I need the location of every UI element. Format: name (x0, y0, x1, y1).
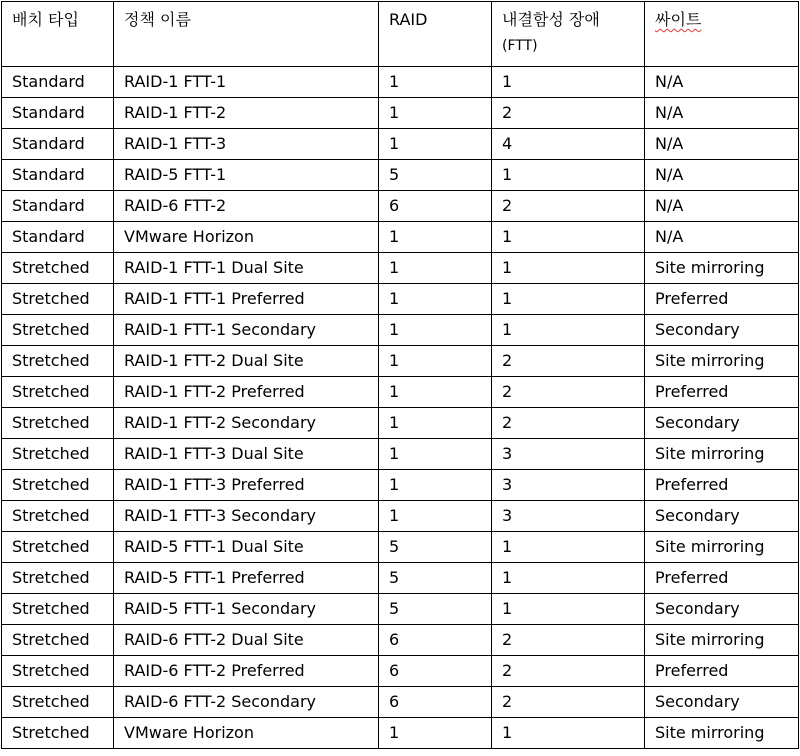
cell-raid: 1 (379, 222, 492, 253)
cell-ftt: 2 (492, 408, 645, 439)
table-row (2, 315, 799, 346)
table-row (2, 625, 799, 656)
cell-site: N/A (645, 160, 799, 191)
cell-deploy-type: Stretched (2, 253, 114, 284)
cell-policy-name: RAID-6 FTT-2 (114, 191, 379, 222)
cell-site: Preferred (645, 470, 799, 501)
cell-site: Preferred (645, 377, 799, 408)
cell-deploy-type: Stretched (2, 656, 114, 687)
cell-deploy-type: Stretched (2, 377, 114, 408)
cell-ftt: 4 (492, 129, 645, 160)
table-row (2, 98, 799, 129)
cell-raid: 1 (379, 98, 492, 129)
cell-raid: 1 (379, 284, 492, 315)
cell-raid: 6 (379, 687, 492, 718)
cell-raid: 6 (379, 625, 492, 656)
cell-deploy-type: Stretched (2, 625, 114, 656)
table-row (2, 687, 799, 718)
cell-deploy-type: Standard (2, 98, 114, 129)
table-row (2, 470, 799, 501)
cell-site: Site mirroring (645, 532, 799, 563)
header-ftt-label: 내결함성 장애 (502, 10, 600, 29)
cell-deploy-type: Standard (2, 129, 114, 160)
cell-ftt: 2 (492, 377, 645, 408)
header-ftt (492, 2, 645, 67)
table-row (2, 160, 799, 191)
cell-raid: 6 (379, 656, 492, 687)
header-site-label: 싸이트 (655, 10, 702, 29)
cell-site: Secondary (645, 408, 799, 439)
table-row (2, 67, 799, 98)
cell-policy-name: VMware Horizon (114, 222, 379, 253)
table-row (2, 594, 799, 625)
cell-site: N/A (645, 222, 799, 253)
cell-deploy-type: Standard (2, 67, 114, 98)
cell-site: Site mirroring (645, 439, 799, 470)
cell-deploy-type: Stretched (2, 501, 114, 532)
cell-ftt: 2 (492, 687, 645, 718)
cell-policy-name: RAID-6 FTT-2 Secondary (114, 687, 379, 718)
cell-raid: 6 (379, 191, 492, 222)
table-row (2, 284, 799, 315)
cell-site: Secondary (645, 594, 799, 625)
cell-policy-name: RAID-1 FTT-2 Secondary (114, 408, 379, 439)
cell-deploy-type: Stretched (2, 594, 114, 625)
cell-deploy-type: Standard (2, 222, 114, 253)
cell-raid: 1 (379, 408, 492, 439)
cell-raid: 5 (379, 160, 492, 191)
cell-deploy-type: Stretched (2, 315, 114, 346)
header-policy-name: 정책 이름 (114, 2, 379, 67)
cell-ftt: 1 (492, 532, 645, 563)
cell-raid: 1 (379, 470, 492, 501)
cell-ftt: 2 (492, 625, 645, 656)
cell-deploy-type: Stretched (2, 346, 114, 377)
cell-ftt: 2 (492, 346, 645, 377)
cell-site: Preferred (645, 284, 799, 315)
table-row (2, 222, 799, 253)
table-row (2, 718, 799, 749)
cell-site: Site mirroring (645, 253, 799, 284)
cell-site: Site mirroring (645, 346, 799, 377)
table-header (2, 2, 799, 67)
cell-ftt: 1 (492, 718, 645, 749)
header-deploy-type: 배치 타입 (2, 2, 114, 67)
cell-deploy-type: Stretched (2, 408, 114, 439)
cell-ftt: 1 (492, 284, 645, 315)
table-row (2, 191, 799, 222)
header-ftt-sub: (FTT) (502, 38, 538, 54)
cell-raid: 1 (379, 129, 492, 160)
cell-ftt: 3 (492, 501, 645, 532)
cell-policy-name: RAID-1 FTT-2 Dual Site (114, 346, 379, 377)
cell-raid: 1 (379, 315, 492, 346)
cell-deploy-type: Stretched (2, 563, 114, 594)
cell-policy-name: VMware Horizon (114, 718, 379, 749)
cell-ftt: 3 (492, 470, 645, 501)
cell-raid: 1 (379, 346, 492, 377)
cell-deploy-type: Stretched (2, 687, 114, 718)
table-row (2, 532, 799, 563)
cell-ftt: 1 (492, 315, 645, 346)
cell-site: Secondary (645, 501, 799, 532)
table-row (2, 563, 799, 594)
cell-policy-name: RAID-1 FTT-1 (114, 67, 379, 98)
cell-policy-name: RAID-1 FTT-2 (114, 98, 379, 129)
cell-policy-name: RAID-5 FTT-1 (114, 160, 379, 191)
cell-ftt: 1 (492, 563, 645, 594)
cell-site: Preferred (645, 563, 799, 594)
cell-policy-name: RAID-5 FTT-1 Dual Site (114, 532, 379, 563)
cell-policy-name: RAID-1 FTT-3 (114, 129, 379, 160)
cell-policy-name: RAID-1 FTT-3 Preferred (114, 470, 379, 501)
cell-raid: 1 (379, 718, 492, 749)
cell-deploy-type: Standard (2, 160, 114, 191)
cell-ftt: 1 (492, 67, 645, 98)
header-raid: RAID (379, 2, 492, 67)
cell-deploy-type: Stretched (2, 718, 114, 749)
cell-policy-name: RAID-1 FTT-1 Secondary (114, 315, 379, 346)
cell-raid: 5 (379, 594, 492, 625)
cell-raid: 1 (379, 439, 492, 470)
cell-ftt: 1 (492, 253, 645, 284)
cell-policy-name: RAID-1 FTT-3 Dual Site (114, 439, 379, 470)
cell-ftt: 3 (492, 439, 645, 470)
cell-ftt: 1 (492, 222, 645, 253)
table-row (2, 129, 799, 160)
cell-site: N/A (645, 98, 799, 129)
cell-policy-name: RAID-1 FTT-1 Dual Site (114, 253, 379, 284)
cell-site: N/A (645, 129, 799, 160)
table-row (2, 408, 799, 439)
cell-site: N/A (645, 67, 799, 98)
cell-site: Site mirroring (645, 625, 799, 656)
cell-policy-name: RAID-6 FTT-2 Dual Site (114, 625, 379, 656)
cell-site: N/A (645, 191, 799, 222)
cell-deploy-type: Stretched (2, 470, 114, 501)
table-row (2, 439, 799, 470)
cell-site: Secondary (645, 687, 799, 718)
cell-site: Secondary (645, 315, 799, 346)
cell-policy-name: RAID-5 FTT-1 Secondary (114, 594, 379, 625)
cell-deploy-type: Stretched (2, 439, 114, 470)
cell-ftt: 2 (492, 98, 645, 129)
table-body (2, 67, 799, 749)
cell-policy-name: RAID-1 FTT-3 Secondary (114, 501, 379, 532)
cell-raid: 5 (379, 563, 492, 594)
header-site (645, 2, 799, 67)
table-row (2, 346, 799, 377)
cell-raid: 1 (379, 67, 492, 98)
cell-policy-name: RAID-1 FTT-1 Preferred (114, 284, 379, 315)
cell-ftt: 2 (492, 656, 645, 687)
cell-raid: 1 (379, 501, 492, 532)
table-row (2, 501, 799, 532)
cell-ftt: 1 (492, 160, 645, 191)
cell-policy-name: RAID-5 FTT-1 Preferred (114, 563, 379, 594)
table-row (2, 253, 799, 284)
cell-raid: 1 (379, 377, 492, 408)
table-row (2, 377, 799, 408)
cell-site: Preferred (645, 656, 799, 687)
cell-policy-name: RAID-6 FTT-2 Preferred (114, 656, 379, 687)
cell-site: Site mirroring (645, 718, 799, 749)
cell-deploy-type: Stretched (2, 532, 114, 563)
cell-deploy-type: Stretched (2, 284, 114, 315)
cell-policy-name: RAID-1 FTT-2 Preferred (114, 377, 379, 408)
cell-deploy-type: Standard (2, 191, 114, 222)
cell-raid: 5 (379, 532, 492, 563)
cell-ftt: 1 (492, 594, 645, 625)
header-row (2, 2, 799, 67)
cell-ftt: 2 (492, 191, 645, 222)
cell-raid: 1 (379, 253, 492, 284)
table-row (2, 656, 799, 687)
policy-table (1, 1, 799, 749)
